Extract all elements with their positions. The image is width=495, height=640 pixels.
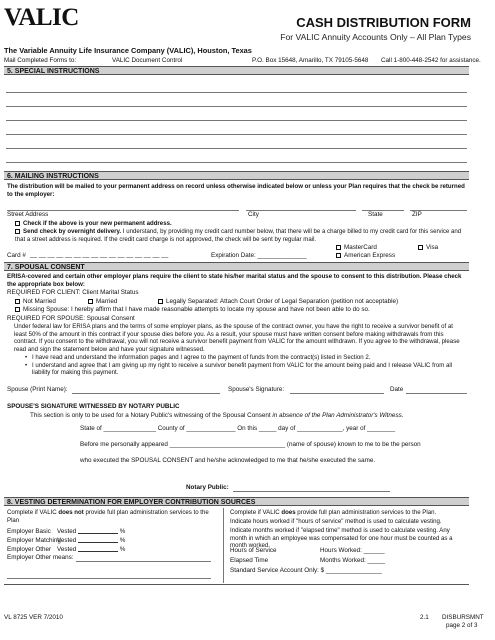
notary-title: SPOUSE'S SIGNATURE WITNESSED BY NOTARY PUBLIC <box>7 403 180 410</box>
required-for-spouse: REQUIRED FOR SPOUSE: Spousal Consent <box>7 315 135 322</box>
employer-basic-row[interactable]: Employer Basic Vested % <box>7 528 126 535</box>
employer-other-row[interactable]: Employer Other Vested % <box>7 546 126 553</box>
form-title: CASH DISTRIBUTION FORM <box>296 15 471 30</box>
standard-service-field[interactable]: Standard Service Account Only: $ ________________ <box>230 567 382 574</box>
visa-checkbox[interactable] <box>418 245 423 250</box>
employer-other-means-field-2[interactable] <box>7 578 211 579</box>
employer-other-vested-field[interactable] <box>78 545 118 552</box>
hours-of-service-label: Hours of Service <box>230 547 277 554</box>
overnight-option[interactable]: Send check by overnight delivery. I understand, by providing my credit card number below, that there will be a charge billed to my credit card for this service and that a street address is required. If the credit card charge is not approved, the check will be sent by regular mail. <box>15 228 462 243</box>
state-label: State <box>368 211 383 218</box>
hours-of-service-note: Indicate hours worked if "hours of service" method is used to calculate vesting. <box>230 518 442 525</box>
street-address-label: Street Address <box>7 211 49 218</box>
company-name: The Variable Annuity Life Insurance Company (VALIC), Houston, Texas <box>4 46 252 55</box>
city-field[interactable] <box>246 210 356 211</box>
spousal-consent-text: Under federal law for ERISA plans and the terms of some employer plans, as the spouse of the contract owner, you have the right to receive a survivor benefit of at least 50% of the amount in this contract if your spouse dies before you. As a result, your spouse must have written consent before making withdrawals from this contract. If you consent to the withdrawal, you will not receive a survivor benefit payment from VALIC for the amount withdrawn. If you agree to the withdrawal, please read and sign the statement below and have your signature witnessed. <box>14 323 460 353</box>
section-8-header: 8. VESTING DETERMINATION FOR EMPLOYER CONTRIBUTION SOURCES <box>4 497 469 506</box>
spouse-signature-field[interactable] <box>290 393 384 394</box>
employer-other-means-label: Employer Other means: <box>7 554 74 561</box>
spouse-print-name-field[interactable] <box>72 393 220 394</box>
mail-to-dept: VALIC Document Control <box>112 57 183 64</box>
notary-public-signature-field[interactable] <box>233 491 390 492</box>
mastercard-option[interactable]: MasterCard <box>336 244 377 252</box>
notary-executed-line: who executed the SPOUSAL CONSENT and he/she acknowledged to me that he/she executed the same. <box>80 457 376 464</box>
overnight-checkbox[interactable] <box>15 229 20 234</box>
left-intro: Complete if VALIC does not provide full plan administration services to the Plan <box>7 509 209 524</box>
consent-bullet-2: • I understand and agree that I am giving up my right to receive a survivor benefit payment from VALIC for the amount being paid and I release VALIC from all liability for making this payment. <box>24 362 464 377</box>
consent-bullet-1: • I have read and understand the information pages and I agree to the payment of funds from the contract(s) listed in Section 2. <box>24 354 464 362</box>
hours-worked-field[interactable]: Hours Worked: ______ <box>320 547 385 554</box>
form-subtitle: For VALIC Annuity Accounts Only – All Plan Types <box>280 32 471 42</box>
employer-matching-row[interactable]: Employer MatchingVested % <box>7 537 126 544</box>
form-code: DISBURSMNT <box>442 614 484 621</box>
spouse-date-field[interactable] <box>406 393 467 394</box>
sec8-divider <box>223 508 224 583</box>
mastercard-checkbox[interactable] <box>336 245 341 250</box>
married-option[interactable]: Married <box>88 298 117 306</box>
mailing-intro: The distribution will be mailed to your permanent address on record unless otherwise indicated below or unless your Plan requires that the check be returned to the employer: <box>7 183 465 198</box>
expiration-date-field[interactable]: Expiration Date: ______________ <box>211 252 307 259</box>
card-number-label: Card # <box>7 252 26 259</box>
right-intro: Complete if VALIC does provide full plan administration services to the Plan. <box>230 509 437 516</box>
elapsed-time-note: Indicate months worked if "elapsed time" method is used to calculate vesting. Any month in which an employee was compensated for one hour must be counted as a month worked. <box>230 527 453 549</box>
assistance-phone: Call 1-800-448-2542 for assistance. <box>381 57 481 64</box>
employer-basic-vested-field[interactable] <box>78 527 118 534</box>
mail-address: P.O. Box 15648, Amarillo, TX 79105-5648 <box>252 57 369 64</box>
new-address-checkbox[interactable] <box>15 221 20 226</box>
visa-option[interactable]: Visa <box>418 244 438 252</box>
amex-option[interactable]: American Express <box>336 252 395 260</box>
form-number: VL 8725 VER 7/2010 <box>4 614 63 621</box>
section-6-header: 6. MAILING INSTRUCTIONS <box>4 171 469 180</box>
card-number-field[interactable]: __ __ __ __ __ __ __ __ __ __ __ __ __ __ __ __ <box>30 251 169 258</box>
section-5-header: 5. SPECIAL INSTRUCTIONS <box>4 66 469 75</box>
married-checkbox[interactable] <box>88 299 93 304</box>
valic-logo: VALIC <box>4 4 79 31</box>
notary-public-label: Notary Public: <box>186 484 229 491</box>
spouse-date-label: Date <box>390 386 404 393</box>
legally-separated-checkbox[interactable] <box>158 299 163 304</box>
employer-other-means-field[interactable] <box>76 561 211 562</box>
not-married-option[interactable]: Not Married <box>15 298 56 306</box>
elapsed-time-label: Elapsed Time <box>230 557 269 564</box>
new-address-option[interactable]: Check if the above is your new permanent address. <box>15 220 172 228</box>
missing-spouse-checkbox[interactable] <box>15 307 20 312</box>
mail-to-label: Mail Completed Forms to: <box>4 57 77 64</box>
required-for-client: REQUIRED FOR CLIENT: Client Marital Status <box>7 289 139 296</box>
section-8-bottom-border <box>4 584 469 585</box>
notary-appeared-line[interactable]: Before me personally appeared _________________________________ (name of spouse) known to me to be the person <box>80 441 421 448</box>
months-worked-field[interactable]: Months Worked: _____ <box>320 557 385 564</box>
consent-bullets <box>24 354 464 377</box>
spouse-signature-label: Spouse's Signature: <box>228 386 285 393</box>
page-number: page 2 of 3 <box>446 622 478 629</box>
spouse-print-name-label: Spouse (Print Name): <box>7 386 68 393</box>
missing-spouse-option[interactable]: Missing Spouse: I hereby affirm that I have made reasonable attempts to locate my spouse and have not been able to do so. <box>15 306 370 314</box>
not-married-checkbox[interactable] <box>15 299 20 304</box>
city-label: City <box>248 211 259 218</box>
notary-intro: This section is only to be used for a Notary Public's witnessing of the Spousal Consent in absence of the Plan Administrator's Witness. <box>30 412 404 419</box>
amex-checkbox[interactable] <box>336 253 341 258</box>
notary-state-county-line[interactable]: State of _______________ County of ______________ On this _____ day of _____________, year of ________ <box>80 425 396 432</box>
legally-separated-option[interactable]: Legally Separated: Attach Court Order of Legal Separation (petition not acceptable) <box>158 298 398 306</box>
spousal-intro: ERISA-covered and certain other employer plans require the client to state his/her marital status and the spouse to consent to this distribution. Please check the appropriate box below: <box>7 273 462 288</box>
form-version: 2.1 <box>420 614 429 621</box>
zip-label: ZIP <box>412 211 422 218</box>
section-7-header: 7. SPOUSAL CONSENT <box>4 262 469 271</box>
employer-matching-vested-field[interactable] <box>78 536 118 543</box>
